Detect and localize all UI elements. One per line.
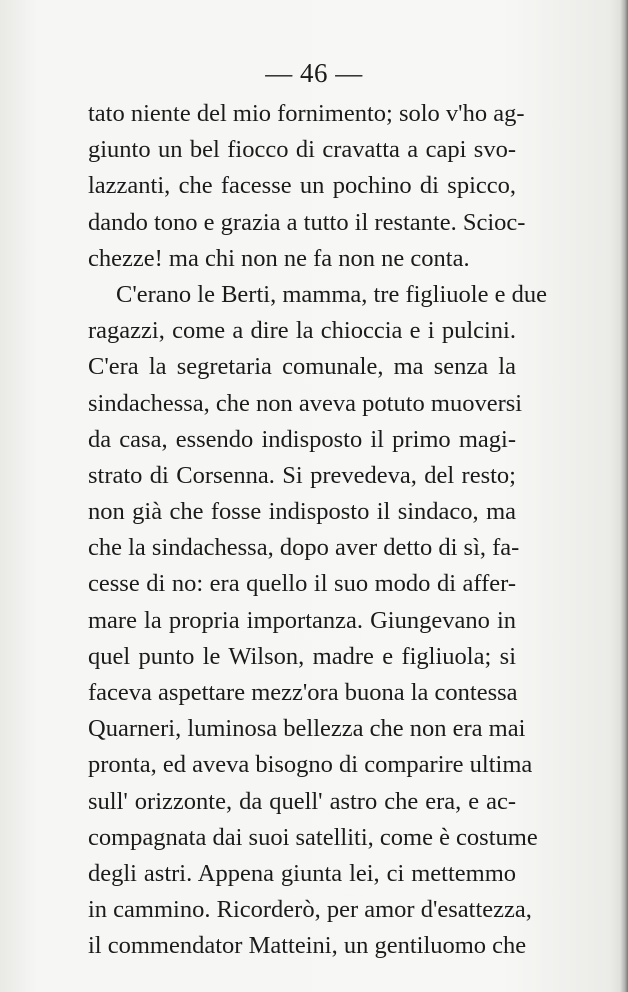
- page-number: — 46 —: [265, 58, 363, 88]
- text-line: sull' orizzonte, da quell' astro che era, e ac-: [88, 787, 516, 815]
- text-line: cesse di no: era quello il suo modo di affer-: [88, 570, 516, 598]
- text-line: che la sindachessa, dopo aver detto di sì, fa-: [88, 534, 520, 562]
- text-line: il commendator Matteini, un gentiluomo che: [88, 932, 527, 960]
- text-line: Quarneri, luminosa bellezza che non era mai: [88, 715, 526, 743]
- text-line: faceva aspettare mezz'ora buona la contessa: [88, 679, 518, 706]
- text-line: chezze! ma chi non ne fa non ne conta.: [88, 244, 470, 272]
- page-edge-shadow: [620, 0, 628, 992]
- text-line: strato di Corsenna. Si prevedeva, del resto;: [88, 461, 516, 489]
- text-line: sindachessa, che non aveva potuto muoversi: [88, 389, 523, 417]
- text-line: giunto un bel fiocco di cravatta a capi svo-: [88, 136, 516, 164]
- body-text: [88, 96, 547, 965]
- text-line: ragazzi, come a dire la chioccia e i pulcini.: [88, 317, 516, 345]
- text-line: pronta, ed aveva bisogno di comparire ultima: [88, 751, 533, 779]
- text-line: C'erano le Berti, mamma, tre figliuole e due: [116, 280, 547, 308]
- text-line: compagnata dai suoi satelliti, come è costume: [88, 823, 538, 851]
- text-line: in cammino. Ricorderò, per amor d'esattezza,: [88, 896, 532, 924]
- text-line: mare la propria importanza. Giungevano in: [88, 606, 516, 634]
- text-line: quel punto le Wilson, madre e figliuola; si: [88, 642, 516, 670]
- text-line: C'era la segretaria comunale, ma senza la: [88, 353, 516, 381]
- text-line: dando tono e grazia a tutto il restante. Scioc-: [88, 208, 526, 236]
- text-line: non già che fosse indisposto il sindaco, ma: [88, 498, 516, 526]
- text-line: da casa, essendo indisposto il primo magi-: [88, 425, 516, 453]
- text-line: degli astri. Appena giunta lei, ci mettemmo: [88, 859, 516, 887]
- text-line: lazzanti, che facesse un pochino di spicco,: [88, 172, 516, 200]
- text-line: tato niente del mio fornimento; solo v'ho ag-: [88, 100, 525, 127]
